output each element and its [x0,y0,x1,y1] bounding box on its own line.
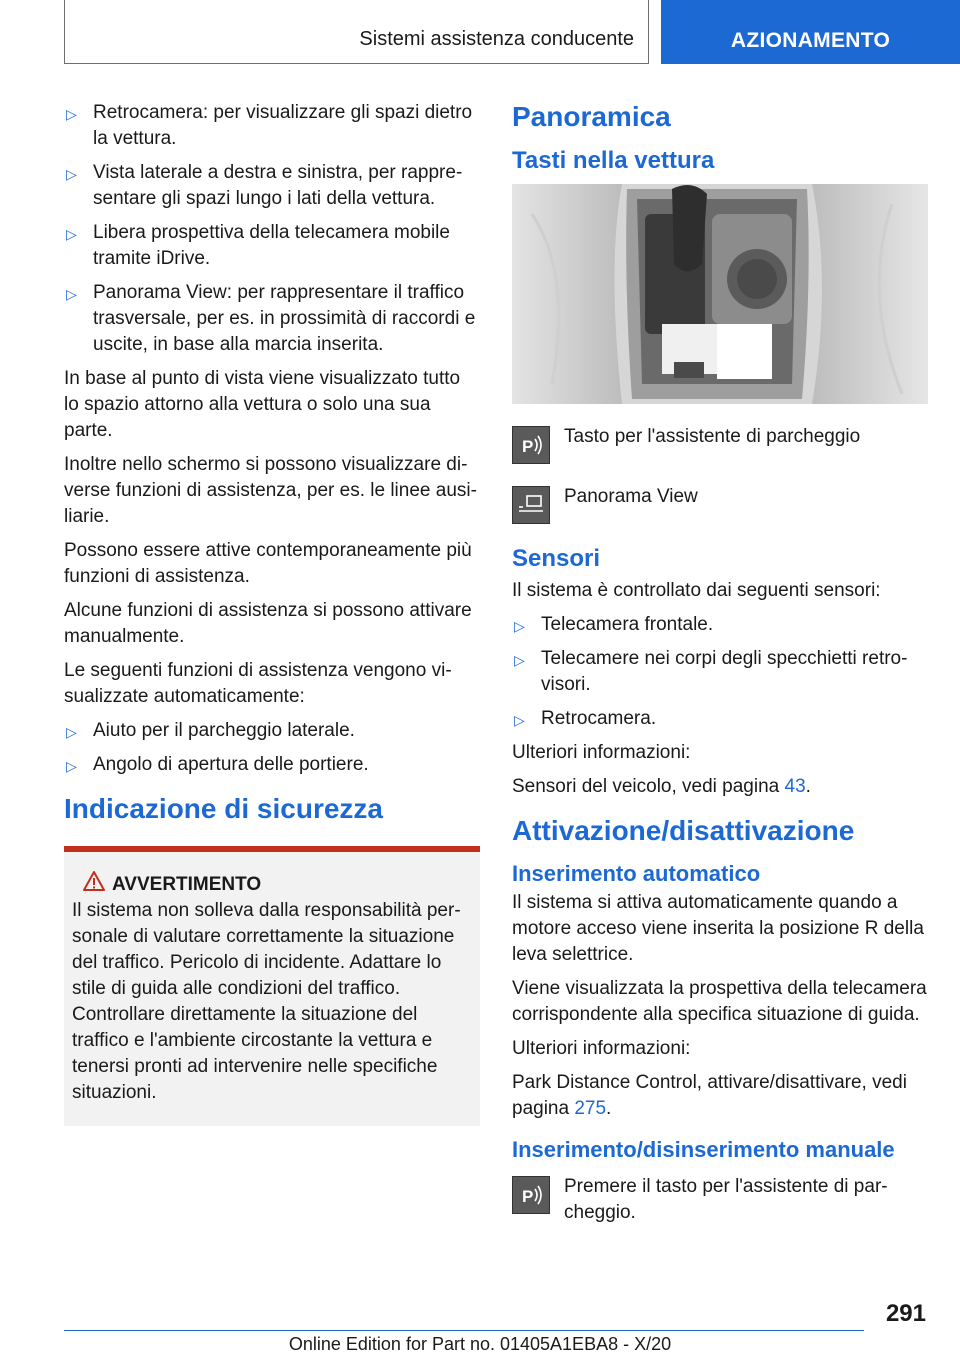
warning-title-row [72,872,472,898]
key-row-manual [512,1174,932,1226]
sensors-reference: Sensori del veicolo, vedi pagina 43. [512,776,811,797]
paragraph: In base al punto di vista viene visualizzato tutto lo spazio attorno alla vettura o solo una sua parte. [64,368,461,441]
page-link-275[interactable]: 275 [574,1098,607,1119]
park-assist-key-label: Tasto per l'assistente di parcheggio [564,426,861,447]
more-info-label: Ulteriori informazioni: [512,742,691,763]
paragraph: Viene visualizzata la prospettiva della telecamera corrispondente alla specifica situazione di guida. [512,978,927,1025]
sensors-intro: Il sistema è controllato dai seguenti sensori: [512,580,881,601]
paragraph: Le seguenti funzioni di assistenza vengono visualizzate automaticamente: [64,660,452,707]
bullet-triangle-icon: ▷ [66,724,77,740]
park-assist-key-icon [512,426,550,464]
list-item: ▷ Angolo di apertura delle portiere. [64,752,480,778]
footer-edition: Online Edition for Part no. 01405A1EBA8 - X/20 [288,1334,672,1354]
activation-heading: Attivazione/disattivazione [512,815,855,846]
bullet-triangle-icon: ▷ [66,166,77,182]
bullet-triangle-icon: ▷ [514,712,525,728]
manual-activation-heading: Inserimento/disinserimento manuale [512,1137,895,1162]
manual-activation-text: Premere il tasto per l'assistente di parcheggio. [564,1176,888,1223]
key-row-park-assist [512,424,932,464]
list-item: ▷ Aiuto per il parcheggio laterale. [64,718,480,744]
paragraph: Il sistema si attiva automaticamente quando a motore acceso viene inserita la posizione R della leva selettrice. [512,892,924,965]
center-console-photo [512,184,928,404]
page-link-43[interactable]: 43 [784,776,806,797]
warning-text: Il sistema non solleva dalla responsabilità personale di valutare correttamente la situazione del traffico. Pericolo di incidente. Adattare lo stile di guida alle condizioni del traffico. Controllare direttamente la situazione del traffico e l'ambiente circostante la vettura e tenersi pronti ad intervenire nelle specifiche situazioni. [72,900,461,1103]
list-item: ▷ Retrocamera: per visualizzare gli spazi dietro la vettura. [66,102,473,149]
bullet-triangle-icon: ▷ [66,226,77,242]
paragraph: Inoltre nello schermo si possono visualizzare diverse funzioni di assistenza, per es. le linee ausiliarie. [64,454,477,527]
header-chapter-tab [661,0,960,64]
list-item: ▷ Retrocamera. [512,706,932,732]
bullet-triangle-icon: ▷ [514,618,525,634]
bullet-triangle-icon: ▷ [66,106,77,122]
right-column [512,100,932,1246]
panorama-view-key-icon [512,486,550,524]
pdc-reference: Park Distance Control, attivare/disattivare, vedi pagina 275. [512,1072,907,1119]
paragraph: Possono essere attive contemporaneamente più funzioni di assistenza. [64,540,472,587]
svg-text:P: P [522,1187,534,1206]
list-item: ▷ Vista laterale a destra e sinistra, per rappresentare gli spazi lungo i lati della vettura. [66,162,463,209]
warning-box [64,846,480,1126]
list-item: ▷ Telecamere nei corpi degli specchietti retrovisori. [514,648,908,695]
park-assist-key-icon [512,1176,550,1214]
paragraph: Alcune funzioni di assistenza si possono attivare manualmente. [64,600,472,647]
list-item: ▷ Panorama View: per rappresentare il traffico trasversale, per es. in prossimità di raccordi e uscite, in base alla marcia inserita. [66,282,476,355]
bullet-triangle-icon: ▷ [66,286,77,302]
list-item: ▷ Telecamera frontale. [512,612,932,638]
panorama-view-key-label: Panorama View [564,486,698,507]
key-row-panorama-view [512,484,932,524]
header-chapter-title: AZIONAMENTO [730,29,891,52]
more-info-label: Ulteriori informazioni: [512,1038,691,1059]
overview-heading: Panoramica [512,101,671,132]
svg-text:P: P [522,437,534,456]
bullet-triangle-icon: ▷ [66,758,77,774]
bullet-triangle-icon: ▷ [514,652,525,668]
sensors-heading: Sensori [512,545,601,572]
buttons-heading: Tasti nella vettura [512,147,715,174]
warning-title: AVVERTIMENTO [112,874,262,895]
footer-divider [64,1330,864,1331]
safety-heading: Indicazione di sicurezza [64,793,383,824]
left-column [64,100,480,1126]
header-section-title: Sistemi assistenza conducente [359,28,634,50]
page-number: 291 [885,1300,926,1327]
list-item: ▷ Libera prospettiva della telecamera mobile tramite iDrive. [66,222,450,269]
header-section-box [64,0,649,64]
warning-triangle-icon [82,870,106,900]
auto-activation-heading: Inserimento automatico [512,861,761,886]
